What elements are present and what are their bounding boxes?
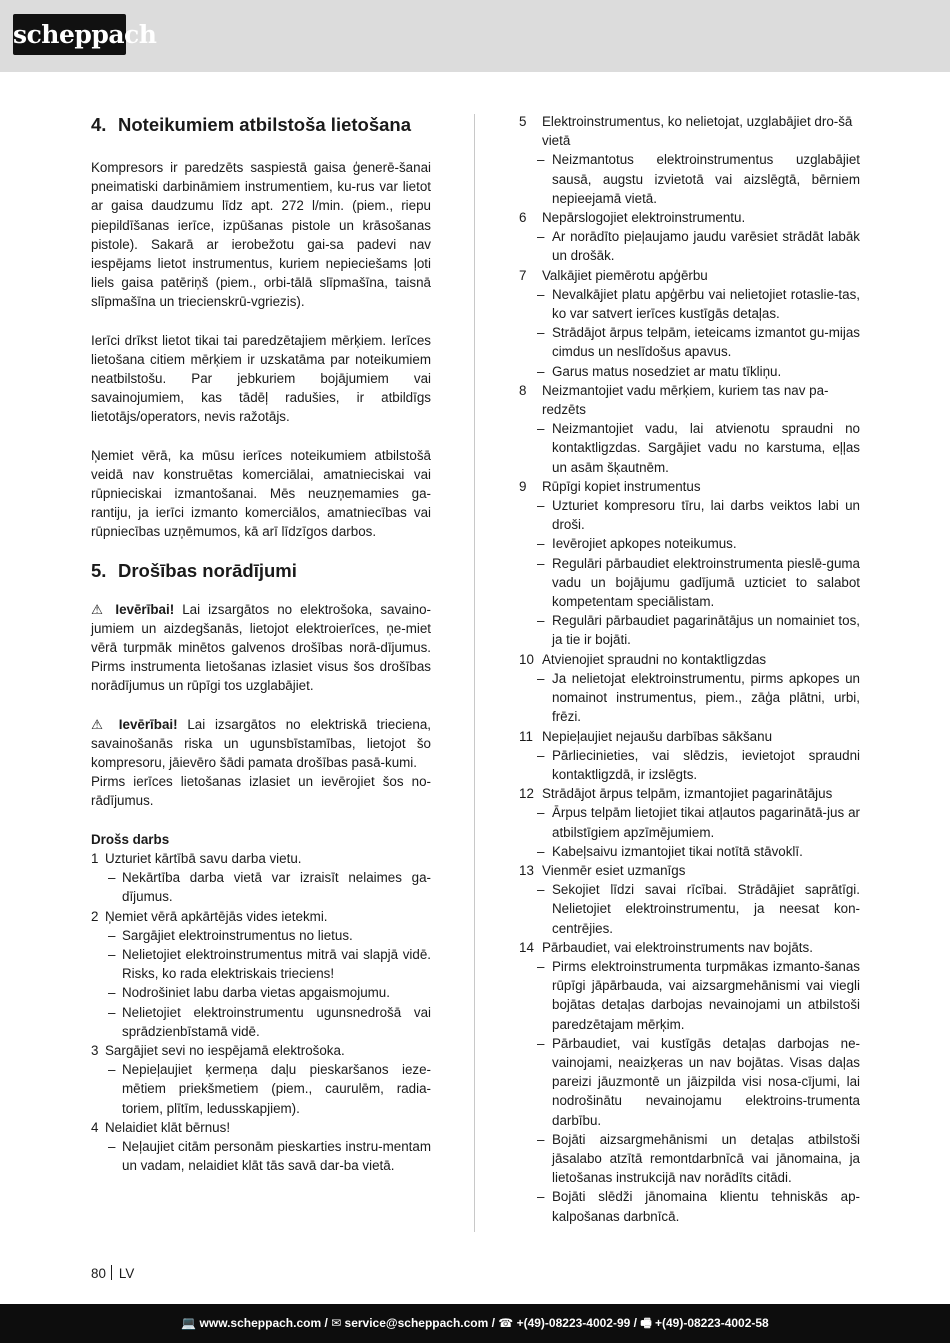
bullet-text: Nelietojiet elektroinstrumentu ugunsnedrošā vai sprādzienbīstamā vidē. <box>122 1004 431 1039</box>
bullet-text: Garus matus nosedziet ar matu tīkliņu. <box>552 363 782 379</box>
bullet-text: Nepieļaujiet ķermeņa daļu pieskaršanos ieze-mētiem priekšmetiem (piem., caurulēm, radia-toriem, plītīm, ledusskapjiem). <box>122 1062 431 1116</box>
bullet-text: Pārliecinieties, vai slēdzis, ievietojot spraudni kontaktligzdā, ir izslēgts. <box>552 747 860 782</box>
item-number: 6 <box>519 210 527 226</box>
item-number: 7 <box>519 267 527 283</box>
list-bullet <box>519 1187 860 1225</box>
warning-paragraph: ⚠ Ievērībai! Lai izsargātos no elektriskā trieciena, savainošanās riska un ugunsbīstamības, lietojot šo kompresoru, jāievēro šādi pamata drošības pasā-kumi. <box>91 716 431 771</box>
bullet-text: Uzturiet kompresoru tīru, lai darbs veiktos labi un droši. <box>552 498 860 533</box>
item-title: Rūpīgi kopiet instrumentus <box>542 478 701 494</box>
section-4-paragraph: Ņemiet vērā, ka mūsu ierīces noteikumiem atbilstošā veidā nav konstruētas komerciālai, amatnieciskai vai rūpnieciskai izmantošanai. Mēs neuzņemamies ga-rantiju, ja ierīci izmanto komerciālos, amatniecības vai rūpniecības uzņēmumos, kā arī līdzīgos darbos. <box>91 447 431 540</box>
dash-marker: – <box>537 882 545 898</box>
list-bullet <box>519 611 860 649</box>
list-bullet <box>519 842 860 861</box>
item-title: Sargājiet sevi no iespējamā elektrošoka. <box>105 1042 345 1058</box>
item-title: Strādājot ārpus telpām, izmantojiet pagarinātājus <box>542 786 833 802</box>
list-bullet <box>519 419 860 477</box>
list-bullet <box>519 285 860 323</box>
bullet-text: Nodrošiniet labu darba vietas apgaismojumu. <box>122 985 390 1001</box>
section-4-paragraph: Kompresors ir paredzēts saspiestā gaisa ģenerē-šanai pneimatiski darbināmiem instrumentiem, ku-rus var lietot ar gaisa daudzumu līdz apt. 272 l/min. (piem., riepu piepildīšanas ierīce, izpūšanas pistole un krāsošanas pistole). Sakarā ar ierobežotu gai-sa padevi nav iespējams lietot instrumentus, kuriem nepieciešams ļoti liels gaisa patēriņš (piem., orbi-tālā slīpmašīna, taisnā slīpmašīna un triecienskrū-vgriezis). <box>91 160 431 310</box>
right-column <box>519 112 860 1226</box>
dash-marker: – <box>537 1189 545 1205</box>
item-title: Uzturiet kārtībā savu darba vietu. <box>105 850 302 866</box>
item-title: Nelaidiet klāt bērnus! <box>105 1119 231 1135</box>
section-4-heading: 4. Noteikumiem atbilstoša lietošana <box>91 114 412 135</box>
bullet-text: Strādājot ārpus telpām, ieteicams izmantot gu-mijas cimdus un neslīdošus apavus. <box>552 325 860 360</box>
item-title: Ņemiet vērā apkārtējās vides ietekmi. <box>105 908 328 924</box>
list-bullet <box>519 150 860 208</box>
item-title: Nepārslogojiet elektroinstrumentu. <box>542 210 746 226</box>
list-bullet <box>519 880 860 938</box>
list-bullet <box>519 803 860 841</box>
footer-bar <box>0 1304 950 1343</box>
note-paragraph: Pirms ierīces lietošanas izlasiet un ievērojiet šos no-rādījumus. <box>91 774 431 809</box>
column-divider <box>474 114 475 1232</box>
item-number: 2 <box>91 908 99 924</box>
list-bullet <box>519 362 860 381</box>
list-bullet <box>91 868 431 906</box>
dash-marker: – <box>537 229 545 245</box>
bullet-text: Nevalkājiet platu apģērbu vai nelietojiet rotaslie-tas, ko var satvert ierīces kustīgās detaļas. <box>552 286 860 322</box>
list-item <box>91 1118 431 1137</box>
dash-marker: – <box>108 1062 116 1078</box>
bullet-text: Ārpus telpām lietojiet tikai atļautos pagarinātā-jus ar atbilstīgiem apzīmējumiem. <box>552 805 860 840</box>
dash-marker: – <box>537 421 545 437</box>
dash-marker: – <box>537 1035 545 1051</box>
item-number: 3 <box>91 1042 99 1058</box>
bullet-text: Kabeļsaivu izmantojiet tikai notītā stāvoklī. <box>552 843 803 859</box>
list-bullet <box>91 1003 431 1041</box>
dash-marker: – <box>537 843 545 859</box>
dash-marker: – <box>108 946 116 962</box>
safety-list-right <box>519 112 860 1226</box>
bullet-text: Ar norādīto pieļaujamo jaudu varēsiet strādāt labāk un drošāk. <box>552 229 860 264</box>
list-bullet <box>519 1130 860 1188</box>
dash-marker: – <box>537 152 545 168</box>
list-bullet <box>519 323 860 361</box>
list-bullet <box>91 983 431 1002</box>
list-item <box>519 381 860 419</box>
warning-icon: ⚠ <box>91 601 108 617</box>
dash-marker: – <box>537 1131 545 1147</box>
list-item <box>519 861 860 880</box>
item-title: Valkājiet piemērotu apģērbu <box>542 267 708 283</box>
item-number: 12 <box>519 786 534 802</box>
bullet-text: Ievērojiet apkopes noteikumus. <box>552 536 737 552</box>
item-title: Vienmēr esiet uzmanīgs <box>542 862 686 878</box>
item-number: 4 <box>91 1119 99 1135</box>
dash-marker: – <box>537 536 545 552</box>
list-bullet <box>519 746 860 784</box>
list-item <box>91 907 431 926</box>
list-bullet <box>519 534 860 553</box>
bullet-text: Nelietojiet elektroinstrumentus mitrā vai slapjā vidē. Risks, ko rada elektriskais trieciens! <box>122 946 431 982</box>
item-title: Neizmantojiet vadu mērķiem, kuriem tas nav pa-redzēts <box>542 382 829 418</box>
dash-marker: – <box>108 927 116 943</box>
item-title: Atvienojiet spraudni no kontaktligzdas <box>542 651 767 667</box>
dash-marker: – <box>537 747 545 763</box>
list-bullet <box>519 496 860 534</box>
header-band <box>0 0 950 72</box>
list-item <box>519 784 860 803</box>
list-bullet <box>91 945 431 983</box>
list-bullet <box>519 554 860 612</box>
dash-marker: – <box>537 805 545 821</box>
section-5-heading: 5. Drošības norādījumi <box>91 559 297 581</box>
item-number: 1 <box>91 850 99 866</box>
safety-list-left <box>91 849 431 1175</box>
list-bullet <box>519 227 860 265</box>
list-bullet <box>91 926 431 945</box>
list-bullet <box>91 1137 431 1175</box>
bullet-text: Ja nelietojat elektroinstrumentu, pirms apkopes un nomainot instrumentus, piem., zāģa plātni, urbi, frēzi. <box>552 670 860 725</box>
item-number: 5 <box>519 114 527 129</box>
bullet-text: Neizmantojiet vadu, lai atvienotu spraudni no kontaktligzdas. Sargājiet vadu no karstuma, eļļas un asām šķautnēm. <box>552 421 860 475</box>
subsection-title: Drošs darbs <box>91 831 170 847</box>
list-bullet <box>91 1060 431 1118</box>
dash-marker: – <box>537 958 545 974</box>
bullet-text: Neļaujiet citām personām pieskarties instru-mentam un vadam, nelaidiet klāt tās savā dar-ba vietā. <box>122 1138 431 1174</box>
item-number: 13 <box>519 862 534 878</box>
list-item <box>519 266 860 285</box>
bullet-text: Sargājiet elektroinstrumentus no lietus. <box>122 927 353 943</box>
footer-contact: 💻 www.scheppach.com / ✉ service@scheppach.com / ☎ +(49)-08223-4002-99 / 🖷 +(49)-08223-4002-58 <box>181 1316 769 1330</box>
bullet-text: Pirms elektroinstrumenta turpmākas izmanto-šanas rūpīgi jāpārbauda, vai aizsargmehānismi vai viegli bojātas detaļas darbojas nevainojami un atbilstoši paredzētajam mērķim. <box>552 958 860 1032</box>
list-bullet <box>519 669 860 727</box>
left-column <box>91 112 431 1175</box>
dash-marker: – <box>537 613 545 629</box>
item-number: 10 <box>519 651 534 667</box>
item-title: Nepieļaujiet nejaušu darbības sākšanu <box>542 728 773 744</box>
scheppach-logo: scheppach <box>13 14 126 55</box>
list-item <box>519 727 860 746</box>
bullet-text: Bojāti aizsargmehānismi un detaļas atbilstoši jāsalabo atzītā remontdarbnīcā vai jānomaina, ja lietošanas instrukcijā nav norādīts citādi. <box>552 1131 860 1186</box>
bullet-text: Bojāti slēdži jānomaina klientu tehniskās ap-kalpošanas darbnīcā. <box>552 1189 860 1224</box>
bullet-text: Sekojiet līdzi savai rīcībai. Strādājiet saprātīgi. Nelietojiet elektroinstrumentu, ja neesat kon-centrējies. <box>552 882 860 936</box>
dash-marker: – <box>537 325 545 341</box>
item-title: Pārbaudiet, vai elektroinstruments nav bojāts. <box>542 939 813 955</box>
bullet-text: Pārbaudiet, vai kustīgās detaļas darbojas ne-vainojami, neaizķeras un nav bojātas. Visas daļas pareizi jāuzmontē un jāizpilda visi nosa-cījumi, lai nodrošinātu nevainojamu elektroins-trumenta darbību. <box>552 1035 860 1128</box>
item-number: 11 <box>519 728 533 744</box>
bullet-text: Regulāri pārbaudiet pagarinātājus un nomainiet tos, ja tie ir bojāti. <box>552 613 860 648</box>
dash-marker: – <box>108 1138 116 1154</box>
page-number: 80 LV <box>91 1266 135 1281</box>
dash-marker: – <box>537 555 545 571</box>
bullet-text: Regulāri pārbaudiet elektroinstrumenta pieslē-guma vadu un bojājumu gadījumā uzticiet to salabot kompetentam speciālistam. <box>552 555 860 610</box>
list-bullet <box>519 1034 860 1130</box>
item-number: 9 <box>519 478 527 494</box>
warning-icon: ⚠ <box>91 716 110 732</box>
dash-marker: – <box>108 985 116 1001</box>
dash-marker: – <box>108 1004 116 1020</box>
list-item <box>519 938 860 957</box>
dash-marker: – <box>537 670 545 686</box>
item-number: 8 <box>519 382 527 398</box>
dash-marker: – <box>537 286 545 302</box>
list-item <box>519 650 860 669</box>
list-bullet <box>519 957 860 1034</box>
list-item <box>519 208 860 227</box>
list-item <box>519 112 860 150</box>
list-item <box>91 1041 431 1060</box>
list-item <box>91 849 431 868</box>
dash-marker: – <box>108 870 116 886</box>
dash-marker: – <box>537 498 545 514</box>
warning-paragraph: ⚠ Ievērībai! Lai izsargātos no elektrošoka, savaino-jumiem un aizdegšanās, lietojot elektroierīces, ņe-miet vērā turpmāk minētos galvenos drošības norā-dījumus. Pirms instrumenta lietošanas izlasiet visus šos drošības norādījumus un rūpīgi tos uzglabājiet. <box>91 601 431 694</box>
item-number: 14 <box>519 939 534 955</box>
list-item <box>519 477 860 496</box>
item-title: Elektroinstrumentus, ko nelietojat, uzglabājiet dro-šā vietā <box>542 114 853 149</box>
bullet-text: Nekārtība darba vietā var izraisīt nelaimes ga-dījumus. <box>122 870 431 905</box>
section-4-paragraph: Ierīci drīkst lietot tikai tai paredzētajiem mērķiem. Ierīces lietošana citiem mērķiem ir uzskatāma par noteikumiem neatbilstošu. Par jebkuriem bojājumiem vai savainojumiem, kas tādēļ radušies, ir atbildīgs lietotājs/operators, nevis ražotājs. <box>91 332 431 425</box>
dash-marker: – <box>537 363 545 379</box>
bullet-text: Neizmantotus elektroinstrumentus uzglabājiet sausā, augstu izvietotā vai aizslēgtā, bērniem nepieejamā vietā. <box>552 152 860 206</box>
